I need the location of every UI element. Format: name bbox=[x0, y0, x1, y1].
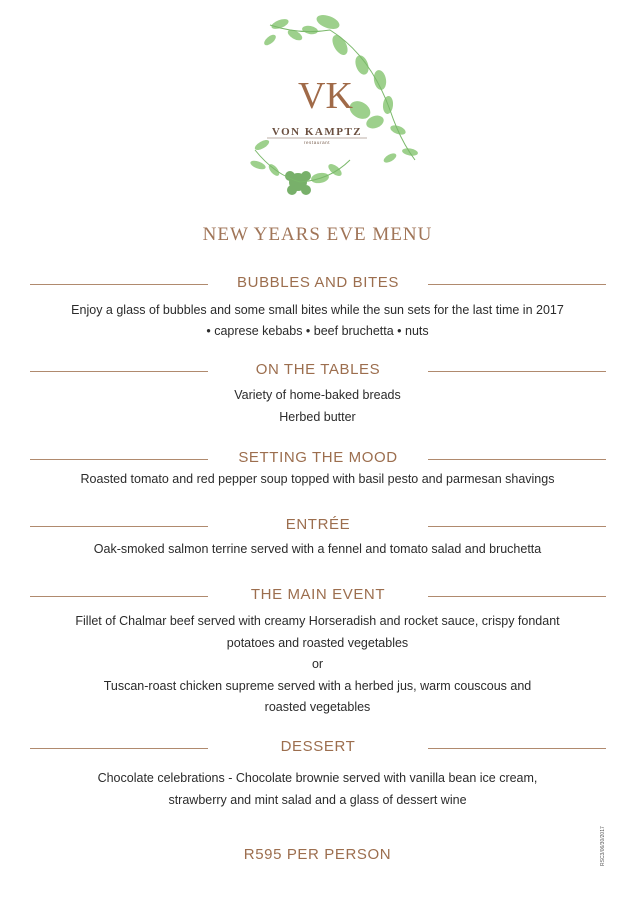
section-heading: DESSERT bbox=[280, 738, 356, 755]
price-per-person: R595 PER PERSON bbox=[243, 846, 392, 863]
menu-line: Variety of home-baked breads bbox=[234, 388, 401, 402]
leaf-wreath-icon bbox=[240, 10, 430, 205]
divider-line bbox=[30, 526, 208, 527]
section-heading: THE MAIN EVENT bbox=[250, 586, 386, 603]
section-bubbles-and-bites bbox=[0, 274, 635, 294]
section-on-the-tables bbox=[0, 361, 635, 381]
restaurant-logo bbox=[240, 10, 430, 205]
menu-title: NEW YEARS EVE MENU bbox=[202, 224, 433, 245]
section-heading: ON THE TABLES bbox=[255, 361, 381, 378]
divider-line bbox=[30, 371, 208, 372]
divider-line bbox=[428, 526, 606, 527]
brand-name: VON KAMPTZ bbox=[271, 126, 363, 138]
divider-line bbox=[428, 596, 606, 597]
section-the-main-event bbox=[0, 586, 635, 606]
menu-line: potatoes and roasted vegetables bbox=[226, 636, 409, 650]
divider-line bbox=[30, 748, 208, 749]
divider-line bbox=[30, 596, 208, 597]
menu-line: • caprese kebabs • beef bruchetta • nuts bbox=[206, 324, 429, 338]
divider-line bbox=[428, 459, 606, 460]
section-heading: BUBBLES AND BITES bbox=[237, 274, 399, 291]
menu-line: roasted vegetables bbox=[264, 700, 371, 714]
section-heading: ENTRÉE bbox=[285, 516, 351, 533]
menu-line: Chocolate celebrations - Chocolate brownie served with vanilla bean ice cream, bbox=[97, 771, 538, 785]
menu-line: Herbed butter bbox=[279, 410, 356, 424]
menu-line: Oak-smoked salmon terrine served with a fennel and tomato salad and bruchetta bbox=[93, 542, 542, 556]
section-setting-the-mood bbox=[0, 449, 635, 469]
divider-line bbox=[30, 459, 208, 460]
menu-line: Roasted tomato and red pepper soup topped with basil pesto and parmesan shavings bbox=[80, 472, 555, 486]
reference-code: RSC3/06/30/2017 bbox=[600, 826, 606, 866]
divider-line bbox=[428, 284, 606, 285]
monogram-vk: VK bbox=[298, 75, 353, 117]
divider-line bbox=[428, 371, 606, 372]
menu-line: Enjoy a glass of bubbles and some small bites while the sun sets for the last time in 2017 bbox=[71, 303, 564, 317]
divider-line bbox=[428, 748, 606, 749]
brand-subtitle: restaurant bbox=[303, 140, 331, 145]
menu-line: strawberry and mint salad and a glass of dessert wine bbox=[168, 793, 467, 807]
section-entree bbox=[0, 516, 635, 536]
menu-line: Fillet of Chalmar beef served with creamy Horseradish and rocket sauce, crispy fondant bbox=[75, 614, 560, 628]
divider-line bbox=[30, 284, 208, 285]
menu-line: or bbox=[311, 657, 324, 671]
section-heading: SETTING THE MOOD bbox=[238, 449, 398, 466]
menu-line: Tuscan-roast chicken supreme served with a herbed jus, warm couscous and bbox=[103, 679, 532, 693]
section-dessert bbox=[0, 738, 635, 758]
